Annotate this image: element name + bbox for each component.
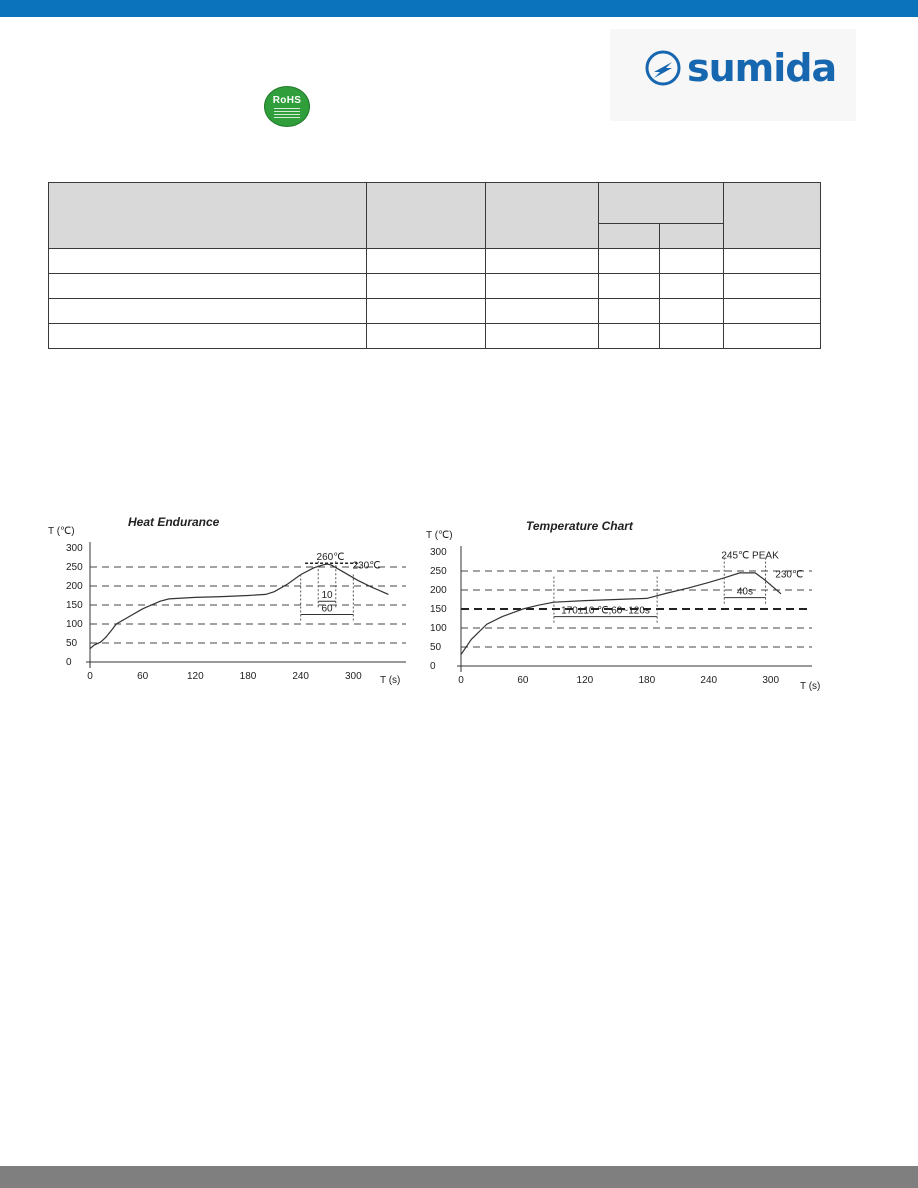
x-tick-label: 300 xyxy=(762,675,780,686)
y-tick-label: 300 xyxy=(66,543,83,554)
span-label: 10 xyxy=(321,590,333,602)
series-line xyxy=(90,564,388,649)
x-tick-label: 240 xyxy=(292,671,310,682)
y-tick-label: 150 xyxy=(430,604,447,615)
bottom-bar xyxy=(0,1166,918,1188)
table-row xyxy=(49,324,821,349)
y-axis-label: T (℃) xyxy=(426,530,453,541)
header-cell xyxy=(724,183,821,249)
x-tick-label: 300 xyxy=(344,671,362,682)
table-cell xyxy=(486,274,599,299)
x-axis-label: T (s) xyxy=(380,675,401,686)
y-tick-label: 100 xyxy=(430,623,447,634)
table-row xyxy=(49,299,821,324)
table-row xyxy=(49,249,821,274)
table-cell xyxy=(724,299,821,324)
x-axis-label: T (s) xyxy=(800,681,821,692)
y-tick-label: 200 xyxy=(430,585,447,596)
table-cell xyxy=(724,274,821,299)
chart-annotation: 245℃ PEAK xyxy=(721,550,779,562)
logo-text: sumida xyxy=(687,46,837,90)
table-cell xyxy=(599,274,660,299)
chart-title: Heat Endurance xyxy=(128,515,220,529)
temperature-chart xyxy=(420,512,840,692)
table-cell xyxy=(49,274,367,299)
rohs-fine-print xyxy=(274,108,300,118)
x-tick-label: 60 xyxy=(137,671,149,682)
x-tick-label: 180 xyxy=(638,675,656,686)
sumida-logo xyxy=(610,29,856,121)
table-cell xyxy=(367,299,486,324)
y-tick-label: 100 xyxy=(66,619,83,630)
header-cell xyxy=(367,183,486,249)
chart-annotation: 230℃ xyxy=(352,560,381,572)
y-axis-label: T (℃) xyxy=(48,526,75,537)
table-cell xyxy=(367,274,486,299)
heat-endurance-chart xyxy=(40,512,415,692)
x-tick-label: 120 xyxy=(576,675,594,686)
subheader-cell xyxy=(599,224,660,249)
span-label: 60 xyxy=(321,603,333,615)
table-cell xyxy=(599,299,660,324)
span-label: 170±10 ℃,60~120s xyxy=(561,605,650,617)
table-cell xyxy=(599,324,660,349)
y-tick-label: 200 xyxy=(66,581,83,592)
table-cell xyxy=(660,324,724,349)
chart-title: Temperature Chart xyxy=(526,519,633,533)
table-cell xyxy=(660,249,724,274)
table-cell xyxy=(724,324,821,349)
table-cell xyxy=(49,324,367,349)
table-cell xyxy=(599,249,660,274)
top-bar xyxy=(0,0,918,17)
x-tick-label: 120 xyxy=(186,671,204,682)
x-tick-label: 60 xyxy=(517,675,529,686)
table-cell xyxy=(660,274,724,299)
y-tick-label: 0 xyxy=(66,657,72,668)
spec-table xyxy=(48,182,821,349)
table-cell xyxy=(660,299,724,324)
table-cell xyxy=(49,299,367,324)
header-cell xyxy=(486,183,599,249)
x-tick-label: 0 xyxy=(87,671,93,682)
table-cell xyxy=(367,324,486,349)
y-tick-label: 50 xyxy=(430,642,442,653)
table-cell xyxy=(486,249,599,274)
header-cell-group xyxy=(599,183,724,224)
table-cell xyxy=(486,324,599,349)
y-tick-label: 150 xyxy=(66,600,83,611)
x-tick-label: 180 xyxy=(239,671,257,682)
y-tick-label: 300 xyxy=(430,547,447,558)
span-label: 40s xyxy=(736,586,753,598)
rohs-badge xyxy=(264,86,310,127)
y-tick-label: 250 xyxy=(66,562,83,573)
y-tick-label: 0 xyxy=(430,661,436,672)
chart-annotation: 260℃ xyxy=(316,551,345,563)
table-cell xyxy=(49,249,367,274)
table-row xyxy=(49,274,821,299)
y-tick-label: 250 xyxy=(430,566,447,577)
subheader-cell xyxy=(660,224,724,249)
x-tick-label: 0 xyxy=(458,675,464,686)
y-tick-label: 50 xyxy=(66,638,78,649)
rohs-label: RoHS xyxy=(272,95,302,106)
table-header-row xyxy=(49,183,821,224)
header-cell xyxy=(49,183,367,249)
chart-annotation: 230℃ xyxy=(775,569,804,581)
sumida-logo-icon xyxy=(645,50,681,86)
x-tick-label: 240 xyxy=(700,675,718,686)
table-cell xyxy=(367,249,486,274)
table-cell xyxy=(724,249,821,274)
table-cell xyxy=(486,299,599,324)
